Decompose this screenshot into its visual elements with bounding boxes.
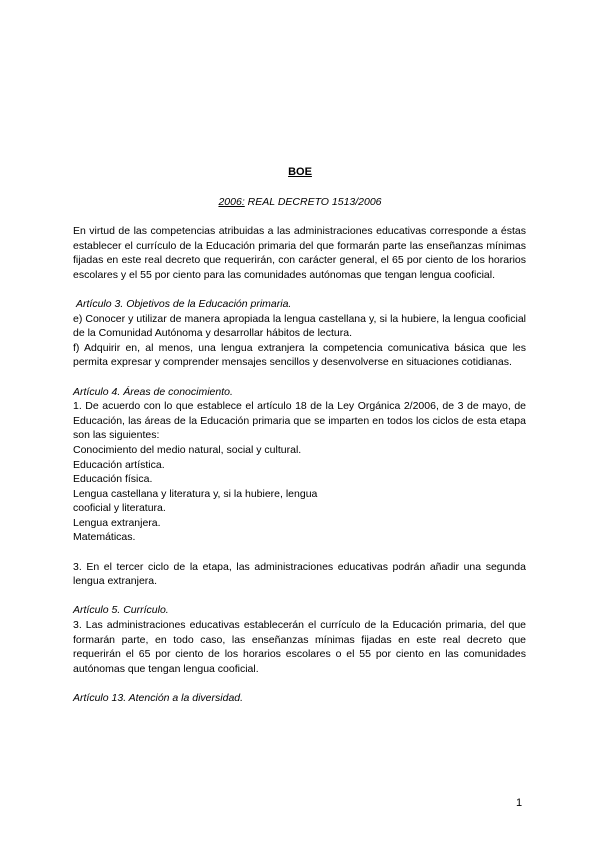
article-3-item-e: e) Conocer y utilizar de manera apropiada la lengua castellana y, si la hubiere, la lengua cooficial de la Comunidad Autónoma y desarrollar hábitos de lectura. [73, 312, 526, 340]
area-item: Educación artística. [73, 458, 165, 471]
article-4-paragraph-3: 3. En el tercer ciclo de la etapa, las administraciones educativas podrán añadir una segunda lengua extranjera. [73, 560, 526, 588]
page-number: 1 [516, 797, 523, 809]
area-item: cooficial y literatura. [73, 502, 166, 515]
subtitle-decree: REAL DECRETO 1513/2006 [244, 196, 382, 208]
article-3-item-f: f) Adquirir en, al menos, una lengua extranjera la competencia comunicativa básica que les permita expresar y comprender mensajes sencillos y desenvolverse en situaciones cotidianas. [73, 341, 526, 369]
article-4-paragraph-1: 1. De acuerdo con lo que establece el artículo 18 de la Ley Orgánica 2/2006, de 3 de mayo, de Educación, las áreas de la Educación primaria que se imparten en todos los ciclos de esta etapa son las siguientes: [73, 400, 526, 442]
area-item: Lengua castellana y literatura y, si la hubiere, lengua [73, 487, 318, 500]
article-4-heading: Artículo 4. Áreas de conocimiento. [73, 385, 233, 398]
article-5-heading: Artículo 5. Currículo. [73, 604, 169, 617]
document-subtitle [0, 196, 600, 208]
article-3-heading: Artículo 3. Objetivos de la Educación primaria. [76, 297, 292, 310]
article-5-paragraph-3: 3. Las administraciones educativas establecerán el currículo de la Educación primaria, del que formarán parte, en todo caso, las enseñanzas mínimas fijadas en este real decreto que requerirán el 65 por ciento de los horarios escolares o el 55 por ciento en las comunidades autónomas que tengan lengua cooficial. [73, 619, 526, 675]
document-title: BOE [288, 166, 312, 178]
area-item: Conocimiento del medio natural, social y cultural. [73, 443, 302, 456]
document-body [73, 224, 526, 706]
subtitle-year: 2006: [218, 196, 245, 208]
area-item: Lengua extranjera. [73, 516, 161, 529]
article-13-heading: Artículo 13. Atención a la diversidad. [73, 692, 244, 704]
area-item: Matemáticas. [73, 531, 136, 544]
area-item: Educación física. [73, 473, 153, 486]
intro-paragraph: En virtud de las competencias atribuidas a las administraciones educativas corresponde a éstas establecer el currículo de la Educación primaria del que formarán parte las enseñanzas mínimas fijadas en este real decreto que requerirán, con carácter general, el 65 por ciento de los horarios escolares y el 55 por ciento para las comunidades autónomas que tengan lengua cooficial. [73, 225, 526, 281]
